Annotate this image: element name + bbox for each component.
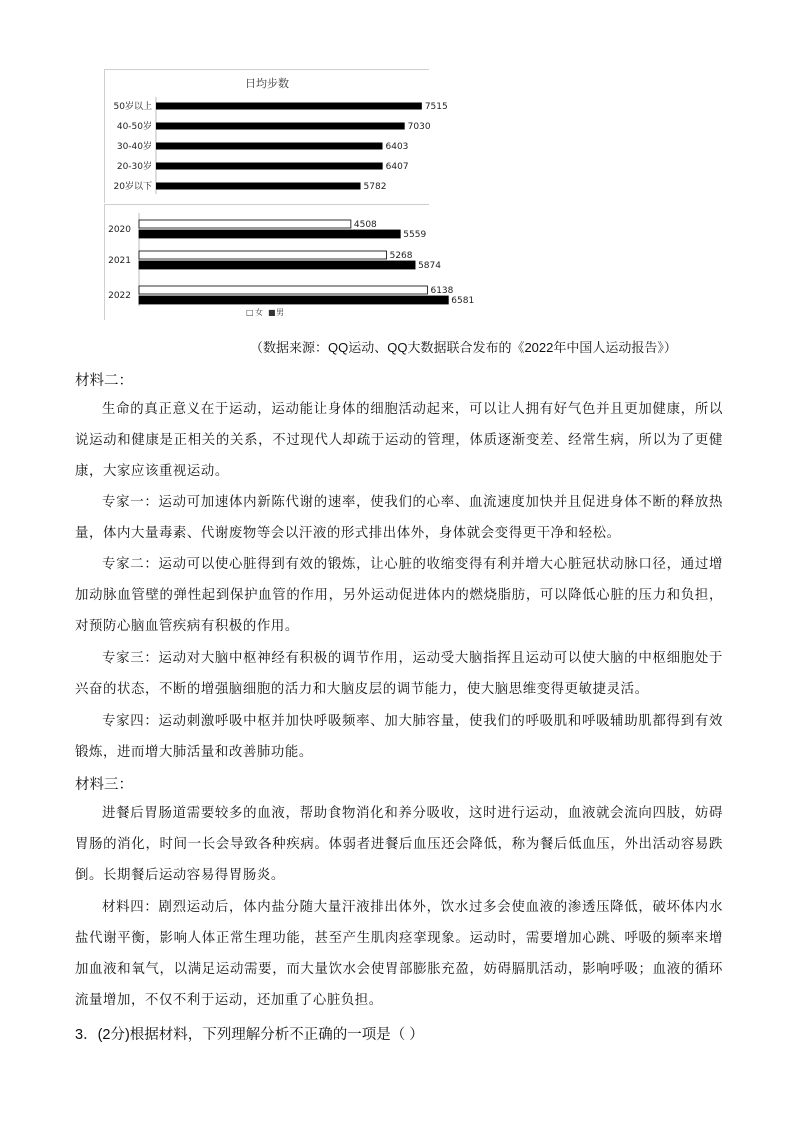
bar — [139, 286, 427, 294]
bar-value-label: 5268 — [389, 251, 413, 261]
category-label: 30-40岁 — [116, 142, 152, 152]
bar-value-label: 6403 — [385, 142, 409, 152]
expert1-paragraph: 专家一：运动可加速体内新陈代谢的速率，使我们的心率、血流速度加快并且促进身体不断的释放热量，体内大量毒素、代谢废物等会以汗液的形式排出体外，身体就会变得更干净和轻松。 — [75, 495, 723, 541]
legend-female-symbol: □ — [246, 308, 254, 317]
bar-value-label: 6581 — [451, 296, 475, 306]
category-label: 40-50岁 — [116, 122, 152, 132]
steps-by-year-gender-chart — [104, 204, 475, 320]
year-label: 2022 — [108, 291, 131, 301]
expert4-paragraph: 专家四：运动刺激呼吸中枢并加快呼吸频率、加大肺容量，使我们的呼吸肌和呼吸辅助肌都得到有效锻炼，进而增大肺活量和改善肺功能。 — [75, 714, 723, 760]
bar-value-label: 6407 — [385, 162, 409, 172]
bar — [156, 183, 361, 190]
bar — [156, 143, 383, 150]
material3-paragraph: 进餐后胃肠道需要较多的血液，帮助食物消化和养分吸收，这时进行运动，血液就会流向四肢，妨碍胃肠的消化，时间一长会导致各种疾病。体弱者进餐后血压还会降低，称为餐后低血压，外出活动容易跌倒。长期餐后运动容易得胃肠炎。 — [75, 806, 723, 883]
material4-paragraph: 材料四：剧烈运动后，体内盐分随大量汗液排出体外，饮水过多会使血液的渗透压降低，破坏体内水盐代谢平衡，影响人体正常生理功能，甚至产生肌肉痉挛现象。运动时，需要增加心跳、呼吸的频率来增加血液和氧气，以满足运动需要，而大量饮水会使胃部膨胀充盈，妨碍膈肌活动，影响呼吸；血液的循环流量增加，不仅不利于运动，还加重了心脏负担。 — [75, 900, 723, 1008]
bar — [139, 220, 351, 228]
daily-steps-age-chart — [104, 69, 448, 203]
bar — [156, 103, 422, 110]
bar-value-label: 4508 — [353, 220, 377, 230]
category-label: 20-30岁 — [116, 162, 152, 172]
material3-heading: 材料三： — [75, 777, 133, 793]
bar-value-label: 5782 — [363, 182, 387, 192]
legend-female-label: 女 — [255, 308, 263, 317]
bar-value-label: 7030 — [407, 122, 431, 132]
daily-steps-age-chart-svg — [105, 70, 448, 203]
chart-title: 日均步数 — [245, 77, 289, 90]
legend-male-symbol: ■ — [268, 308, 276, 317]
bar-value-label: 5874 — [418, 261, 441, 271]
bar-value-label: 5559 — [403, 230, 427, 240]
steps-by-year-gender-chart-svg — [105, 205, 475, 320]
year-label: 2021 — [108, 256, 131, 266]
bar — [156, 163, 383, 170]
expert3-paragraph: 专家三：运动对大脑中枢神经有积极的调节作用，运动受大脑指挥且运动可以使大脑的中枢细胞处于兴奋的状态，不断的增强脑细胞的活力和大脑皮层的调节能力，使大脑思维变得更敏捷灵活。 — [75, 651, 723, 697]
question-3: 3．(2分)根据材料，下列理解分析不正确的一项是（ ） — [75, 1027, 424, 1043]
year-label: 2020 — [108, 225, 131, 235]
material2-paragraph: 生命的真正意义在于运动，运动能让身体的细胞活动起来，可以让人拥有好气色并且更加健康，所以说运动和健康是正相关的关系，不过现代人却疏于运动的管理，体质逐渐变差、经常生病，所以为了更健康，大家应该重视运动。 — [75, 402, 723, 479]
bar-value-label: 7515 — [424, 102, 448, 112]
bar — [139, 230, 400, 238]
data-source-note: （数据来源：QQ运动、QQ大数据联合发布的《2022年中国人运动报告》） — [250, 340, 677, 355]
bar — [139, 261, 415, 269]
material2-heading: 材料二： — [75, 373, 133, 389]
bar-value-label: 6138 — [430, 286, 454, 296]
category-label: 50岁以上 — [113, 102, 152, 112]
expert2-paragraph: 专家二：运动可以使心脏得到有效的锻炼，让心脏的收缩变得有利并增大心脏冠状动脉口径，通过增加动脉血管壁的弹性起到保护血管的作用，另外运动促进体内的燃烧脂肪，可以降低心脏的压力和负担，对预防心脑血管疾病有积极的作用。 — [75, 557, 723, 634]
bar — [139, 296, 448, 304]
bar — [156, 123, 405, 130]
bar — [139, 251, 387, 259]
legend-male-label: 男 — [276, 308, 284, 317]
category-label: 20岁以下 — [113, 182, 152, 192]
